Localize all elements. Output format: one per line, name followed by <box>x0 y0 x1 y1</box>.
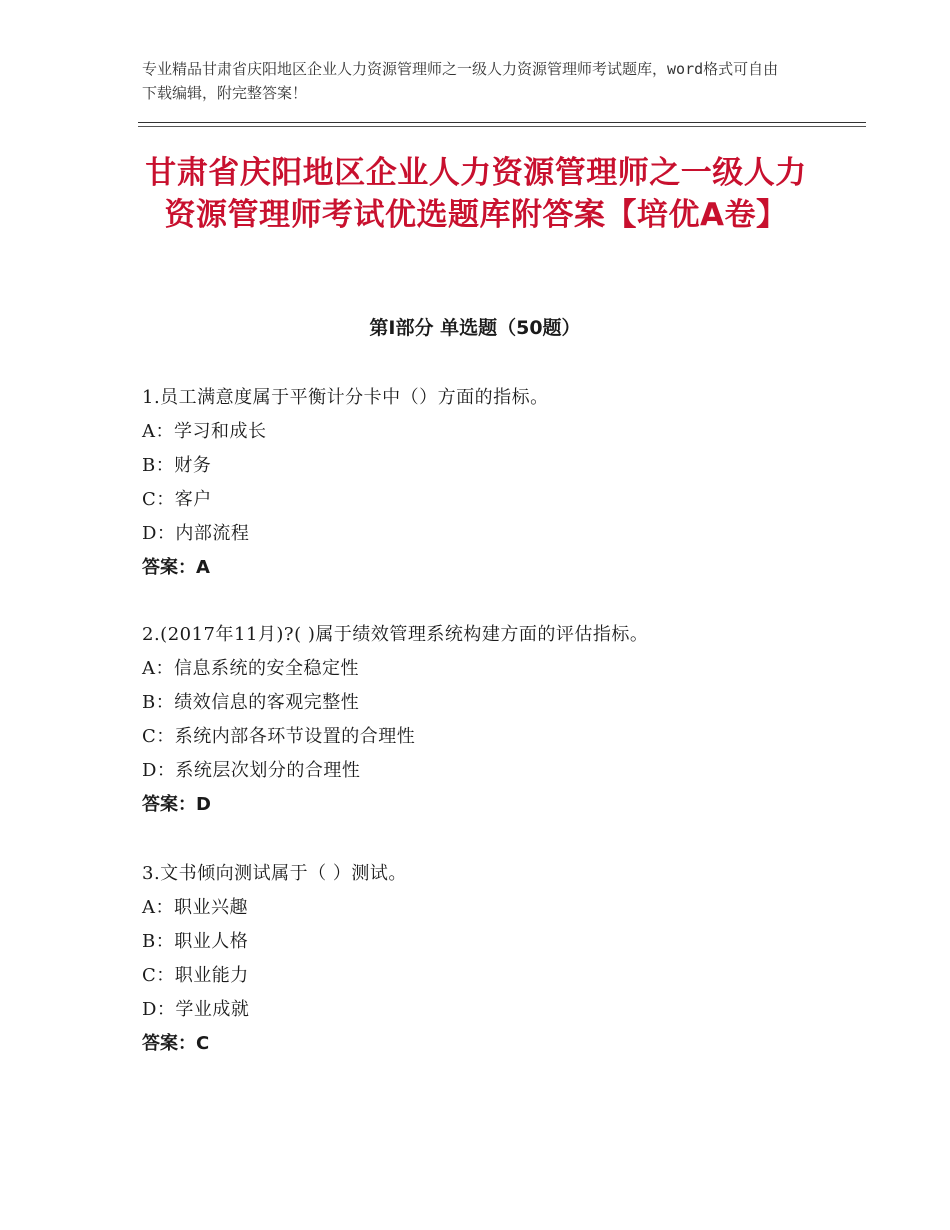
document-title: 甘肃省庆阳地区企业人力资源管理师之一级人力资源管理师考试优选题库附答案【培优A卷】 <box>145 155 807 233</box>
option-b: B：财务 <box>142 455 212 476</box>
option-b: B：绩效信息的客观完整性 <box>142 692 360 713</box>
question-text: 1.员工满意度属于平衡计分卡中（）方面的指标。 <box>142 387 549 408</box>
option-c: C：客户 <box>142 489 212 510</box>
answer-line: 答案：C <box>142 1033 210 1054</box>
option-a: A：职业兴趣 <box>142 897 248 918</box>
header-divider-thin <box>138 126 866 127</box>
question-block <box>142 618 842 822</box>
option-a: A：信息系统的安全稳定性 <box>142 658 359 679</box>
option-d: D：内部流程 <box>142 523 250 544</box>
question-text: 3.文书倾向测试属于（ ）测试。 <box>142 863 407 884</box>
header-note: 专业精品甘肃省庆阳地区企业人力资源管理师之一级人力资源管理师考试题库，word格式可自由下载编辑，附完整答案！ <box>142 60 779 102</box>
answer-line: 答案：D <box>142 794 211 815</box>
option-b: B：职业人格 <box>142 931 249 952</box>
section-heading: 第Ⅰ部分 单选题（50题） <box>369 317 581 339</box>
option-d: D：学业成就 <box>142 999 250 1020</box>
question-block <box>142 381 842 585</box>
option-a: A：学习和成长 <box>142 421 267 442</box>
question-block <box>142 857 842 1061</box>
option-d: D：系统层次划分的合理性 <box>142 760 361 781</box>
option-c: C：职业能力 <box>142 965 249 986</box>
answer-line: 答案：A <box>142 557 210 578</box>
question-text: 2.(2017年11月)?( )属于绩效管理系统构建方面的评估指标。 <box>142 624 649 645</box>
option-c: C：系统内部各环节设置的合理性 <box>142 726 416 747</box>
header-divider <box>138 122 866 123</box>
